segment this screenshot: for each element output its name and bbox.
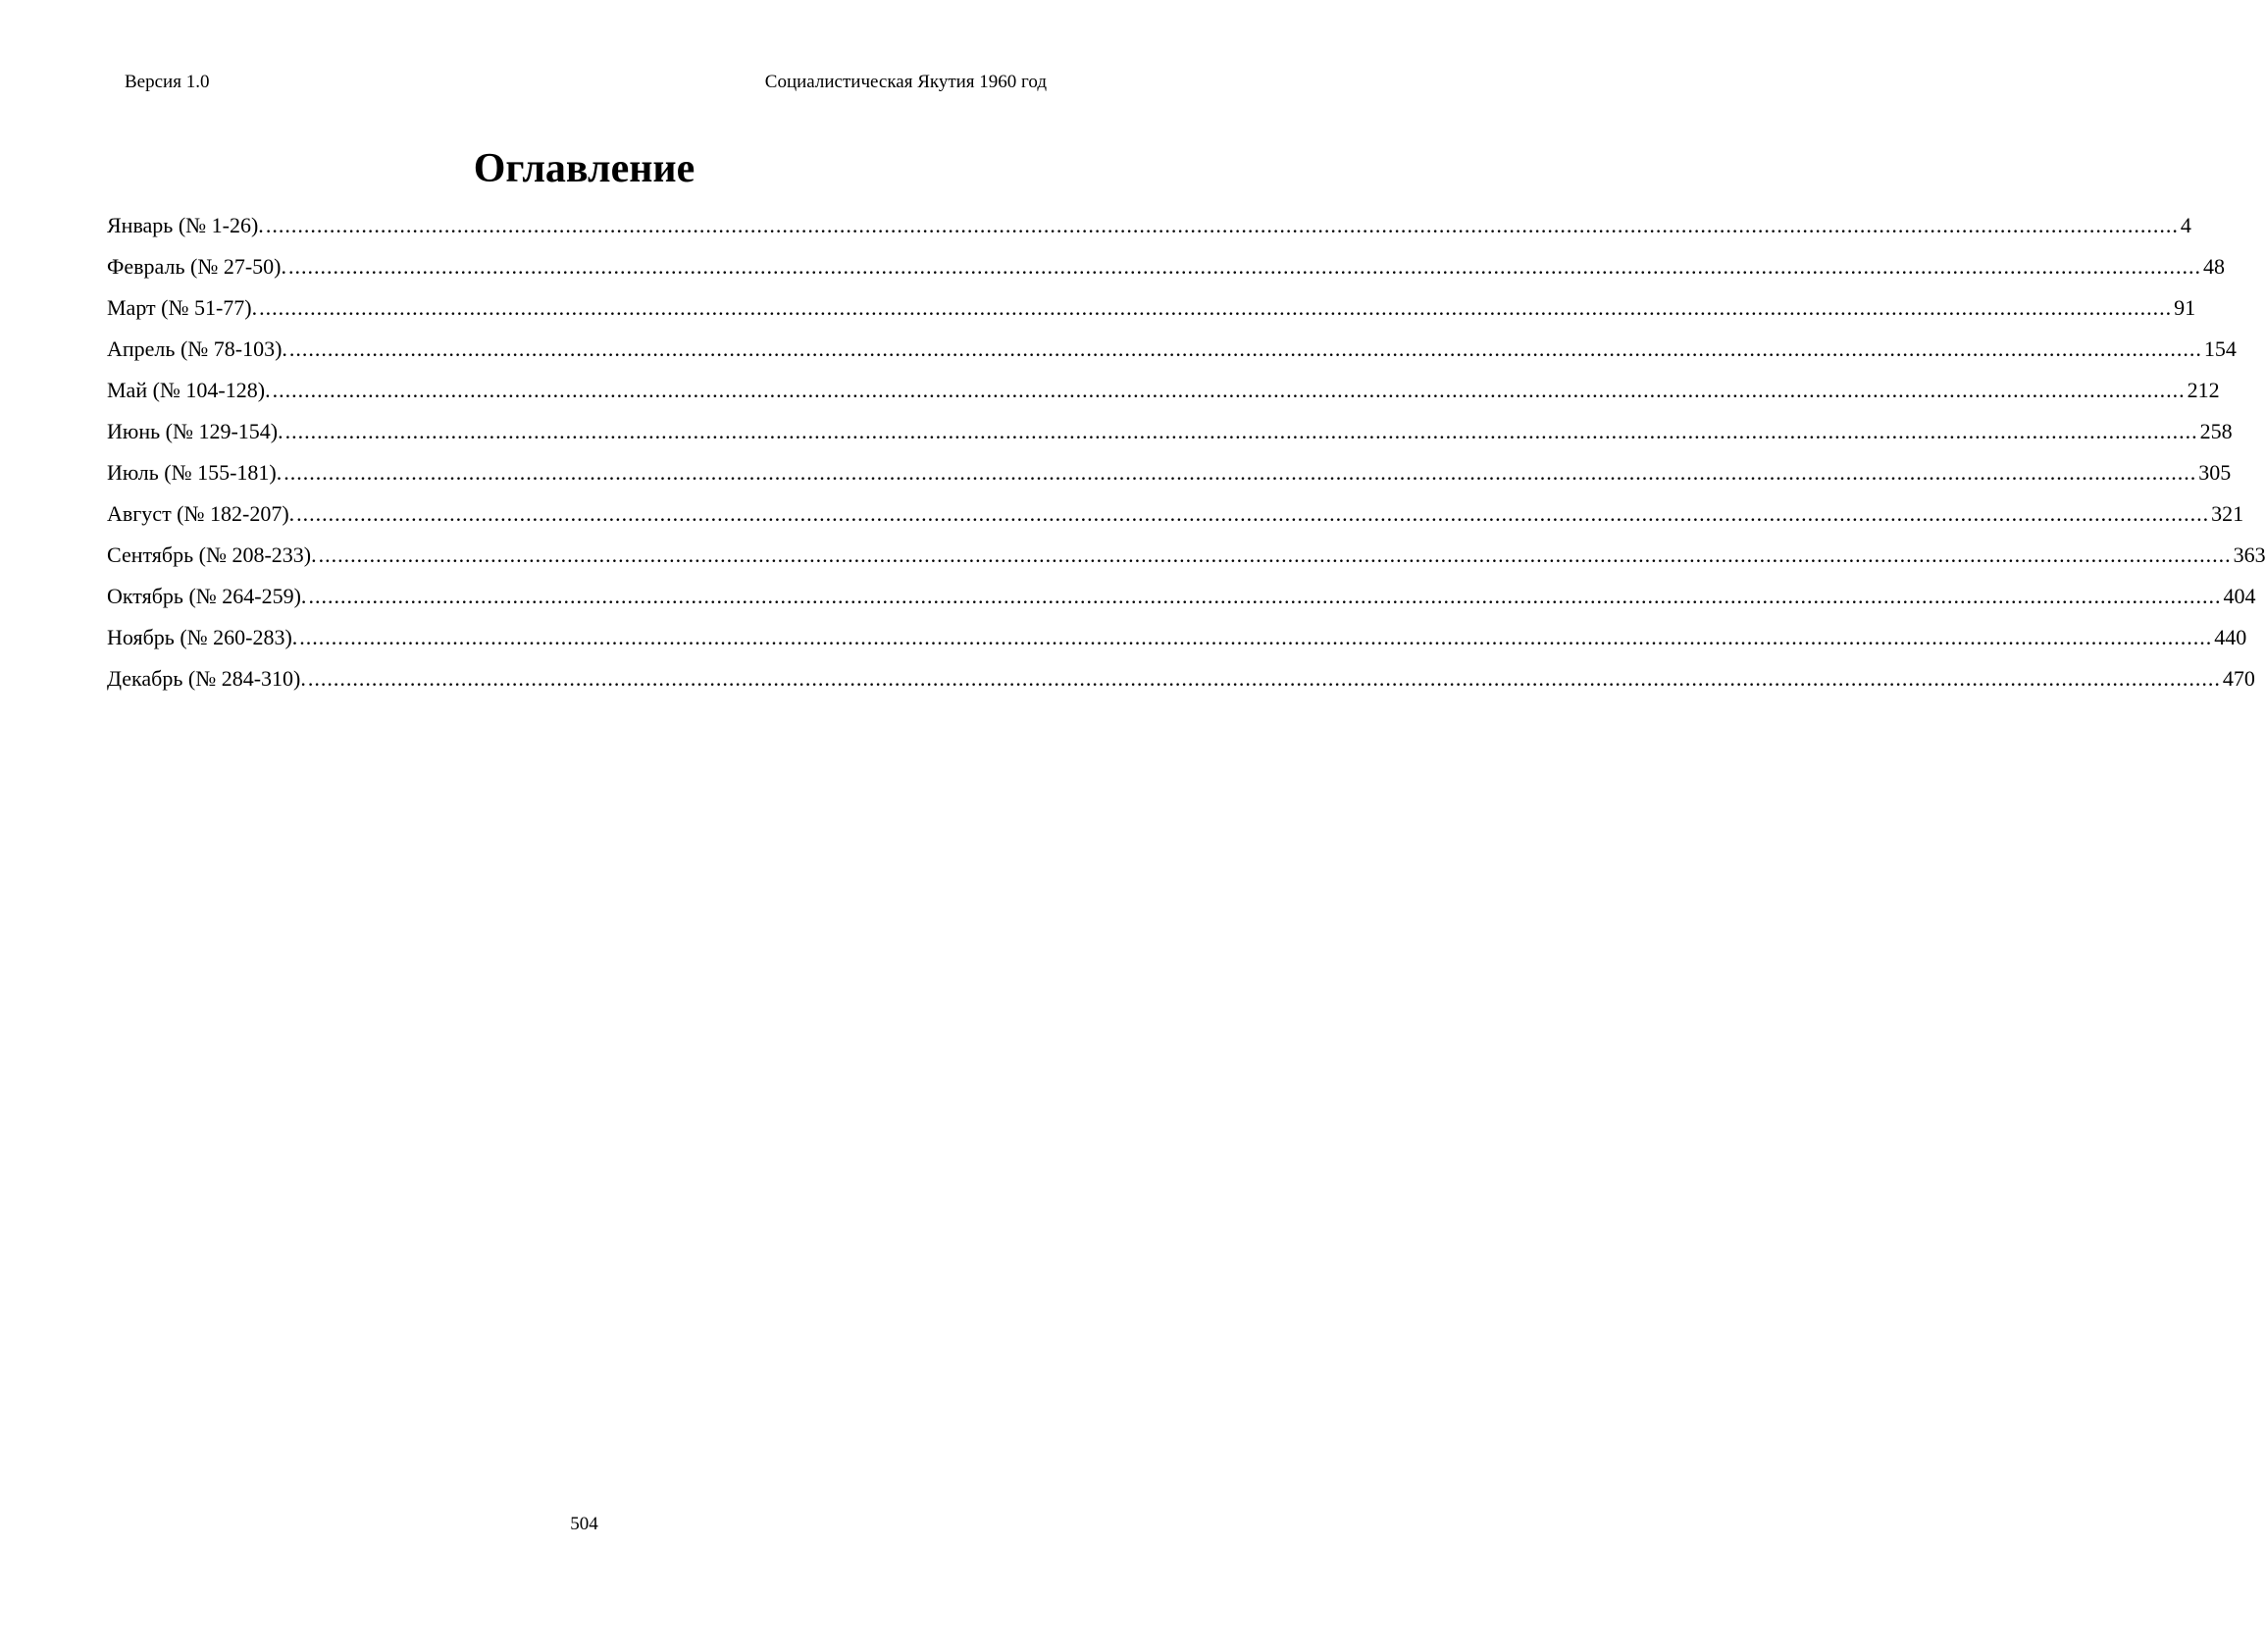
toc-entry-label: Ноябрь (№ 260-283). (107, 625, 298, 649)
toc-entry[interactable] (107, 416, 2233, 457)
page-number: 504 (570, 1514, 598, 1534)
toc-entry-page: 470 (2222, 666, 2255, 691)
toc-entry-leader: ............................................................................................................................................................................................................................................................................................................ (308, 584, 2222, 608)
toc-entry-page: 363 (2233, 542, 2266, 567)
toc-entry-page: 212 (2187, 378, 2220, 402)
toc-entry-leader: ............................................................................................................................................................................................................................................................................................................ (284, 419, 2198, 443)
toc-entry-leader: ............................................................................................................................................................................................................................................................................................................ (265, 213, 2179, 237)
toc-entry-page: 91 (2174, 295, 2196, 320)
toc-entry-leader: ............................................................................................................................................................................................................................................................................................................ (299, 625, 2213, 649)
toc-entry-page: 48 (2202, 254, 2225, 279)
toc-entry-label: Июнь (№ 129-154). (107, 419, 283, 443)
header-publication-title: Социалистическая Якутия 1960 год (764, 72, 1047, 92)
toc-entry[interactable] (107, 581, 2256, 622)
toc-entry-leader: ............................................................................................................................................................................................................................................................................................................ (272, 378, 2186, 402)
toc-entry-leader: ............................................................................................................................................................................................................................................................................................................ (259, 295, 2173, 320)
toc-entry[interactable] (107, 498, 2244, 540)
toc-entry-leader: ............................................................................................................................................................................................................................................................................................................ (287, 254, 2201, 279)
toc-entry-leader: ............................................................................................................................................................................................................................................................................................................ (307, 666, 2221, 691)
toc-entry[interactable] (107, 210, 2191, 251)
toc-list (107, 210, 2266, 704)
toc-entry-label: Февраль (№ 27-50). (107, 254, 286, 279)
toc-entry-page: 321 (2211, 501, 2244, 526)
toc-entry[interactable] (107, 663, 2255, 704)
toc-entry-page: 404 (2223, 584, 2256, 608)
toc-entry-label: Май (№ 104-128). (107, 378, 271, 402)
toc-entry[interactable] (107, 334, 2237, 375)
toc-entry-leader: ............................................................................................................................................................................................................................................................................................................ (318, 542, 2232, 567)
toc-entry-leader: ............................................................................................................................................................................................................................................................................................................ (288, 336, 2202, 361)
toc-title: Оглавление (473, 146, 695, 191)
toc-entry-label: Апрель (№ 78-103). (107, 336, 287, 361)
toc-entry-page: 258 (2199, 419, 2233, 443)
toc-entry-label: Декабрь (№ 284-310). (107, 666, 306, 691)
toc-entry[interactable] (107, 457, 2232, 498)
toc-entry[interactable] (107, 375, 2220, 416)
toc-entry-page: 305 (2198, 460, 2232, 485)
toc-entry-leader: ............................................................................................................................................................................................................................................................................................................ (283, 460, 2197, 485)
toc-entry[interactable] (107, 622, 2247, 663)
toc-entry-page: 4 (2180, 213, 2191, 237)
toc-entry[interactable] (107, 251, 2225, 292)
toc-entry-page: 440 (2214, 625, 2247, 649)
toc-entry-leader: ............................................................................................................................................................................................................................................................................................................ (296, 501, 2210, 526)
toc-entry-page: 154 (2203, 336, 2237, 361)
toc-entry[interactable] (107, 292, 2196, 334)
toc-entry-label: Август (№ 182-207). (107, 501, 295, 526)
toc-entry-label: Октябрь (№ 264-259). (107, 584, 307, 608)
toc-entry-label: Январь (№ 1-26). (107, 213, 264, 237)
toc-entry-label: Март (№ 51-77). (107, 295, 258, 320)
toc-entry[interactable] (107, 540, 2266, 581)
header-version: Версия 1.0 (125, 72, 210, 92)
toc-entry-label: Сентябрь (№ 208-233). (107, 542, 317, 567)
toc-entry-label: Июль (№ 155-181). (107, 460, 283, 485)
